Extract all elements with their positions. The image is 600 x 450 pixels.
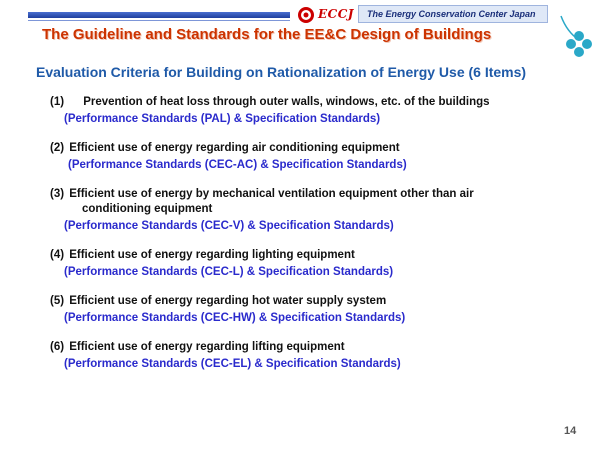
item-text: Efficient use of energy regarding hot water supply system	[69, 295, 387, 307]
organization-name: The Energy Conservation Center Japan	[358, 5, 548, 23]
item-text: Prevention of heat loss through outer walls, windows, etc. of the buildings	[83, 96, 490, 108]
item-heading	[50, 95, 550, 110]
item-standards: (Performance Standards (CEC-V) & Specification Standards)	[64, 220, 394, 232]
item-standards: (Performance Standards (CEC-AC) & Specification Standards)	[68, 159, 407, 171]
list-item	[50, 95, 550, 127]
list-item	[50, 187, 550, 234]
criteria-list	[50, 95, 550, 386]
item-text-continued: conditioning equipment	[82, 203, 213, 215]
item-heading	[50, 248, 550, 263]
item-heading	[50, 187, 550, 202]
item-standards: (Performance Standards (CEC-EL) & Specification Standards)	[64, 358, 401, 370]
clover-icon	[557, 14, 593, 64]
list-item	[50, 340, 550, 372]
item-number: (3)	[50, 188, 65, 200]
list-item	[50, 294, 550, 326]
page-subtitle: Evaluation Criteria for Building on Rationalization of Energy Use (6 Items)	[36, 64, 527, 80]
item-heading	[50, 340, 550, 355]
item-text: Efficient use of energy by mechanical ventilation equipment other than air	[69, 188, 474, 200]
logo-text: ECCJ	[318, 7, 354, 21]
item-standards: (Performance Standards (CEC-HW) & Specification Standards)	[64, 312, 406, 324]
item-text: Efficient use of energy regarding lifting equipment	[69, 341, 345, 353]
item-standards: (Performance Standards (CEC-L) & Specification Standards)	[64, 266, 394, 278]
item-number: (6)	[50, 341, 65, 353]
header-rule-thin	[28, 20, 290, 21]
item-heading	[50, 141, 550, 156]
item-number: (1)	[50, 96, 65, 108]
item-text: Efficient use of energy regarding lighting equipment	[69, 249, 355, 261]
list-item	[50, 248, 550, 280]
item-number: (4)	[50, 249, 65, 261]
item-number: (2)	[50, 142, 65, 154]
list-item	[50, 141, 550, 173]
item-standards: (Performance Standards (PAL) & Specification Standards)	[64, 113, 381, 125]
page-number: 14	[564, 425, 577, 437]
item-text: Efficient use of energy regarding air conditioning equipment	[69, 142, 400, 154]
header-rule	[28, 12, 290, 18]
item-heading	[50, 294, 550, 309]
item-number: (5)	[50, 295, 65, 307]
page-title: The Guideline and Standards for the EE&C Design of Buildings	[42, 26, 492, 43]
